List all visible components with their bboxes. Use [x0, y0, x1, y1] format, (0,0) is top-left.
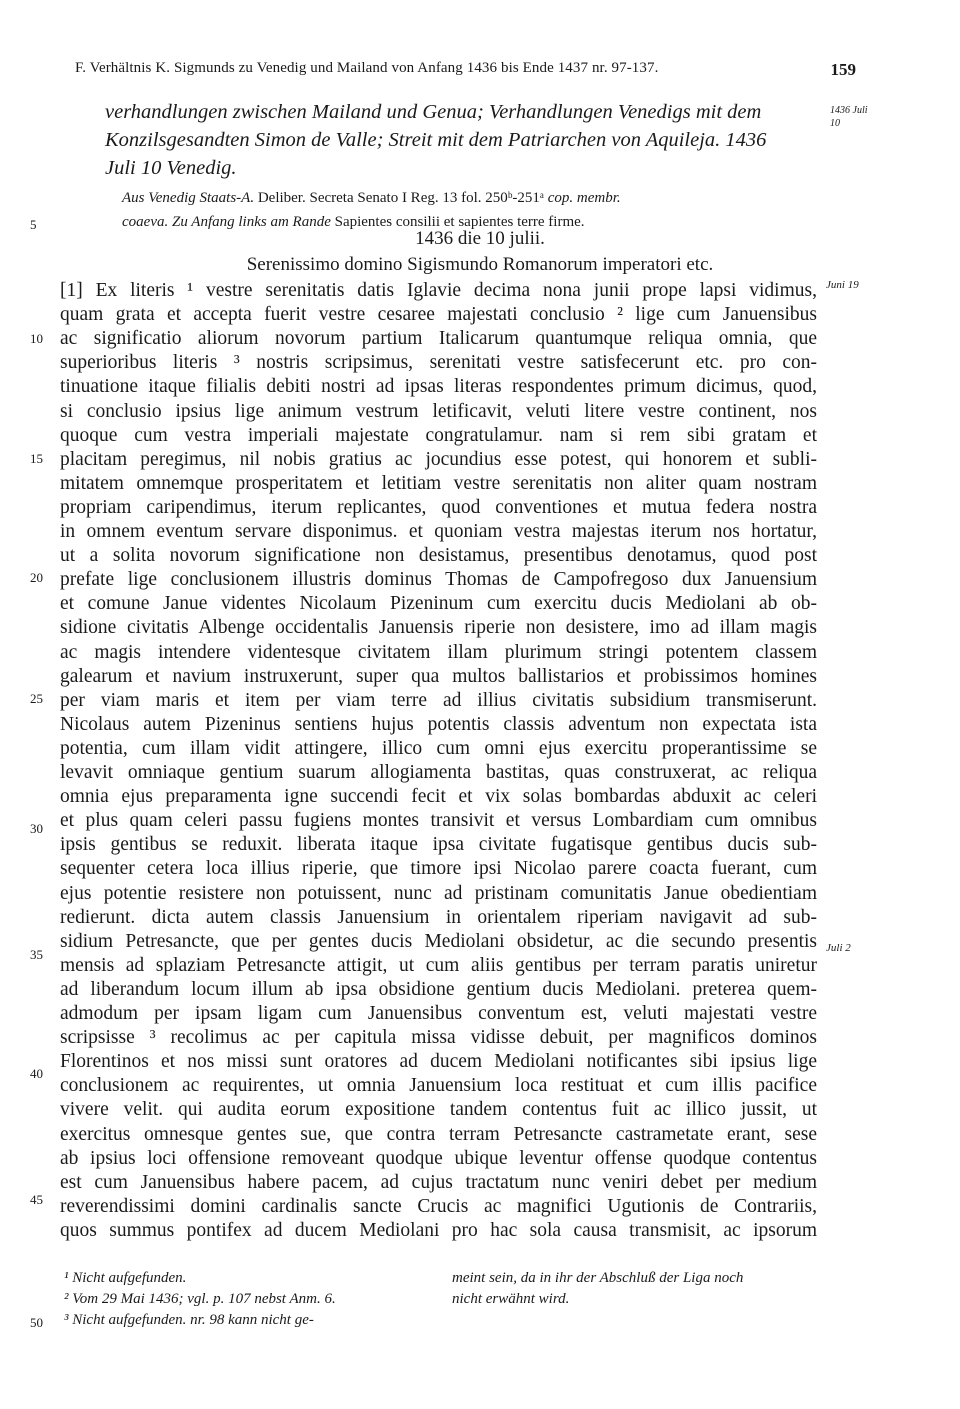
body-line: mensis ad splaziam Petresancte attigit, ut cum aliis gentibus per terram paratis uniretur: [60, 954, 817, 976]
body-line: sidium Petresancte, que per gentes ducis Mediolani obsidetur, ac die secundo presentis: [60, 930, 817, 952]
body-line: quoque cum vestra imperiali majestate congratulamur. nam si rem sibi gratam et: [60, 424, 817, 446]
body-line: exercitus omnesque gentes sue, que contra terram Petresancte castrametate erant, sese: [60, 1123, 817, 1145]
source-note: coaeva. Zu Anfang links am Rande: [122, 214, 331, 230]
margin-note-date: 1436 Juli 10: [830, 105, 868, 129]
body-line: ut a solita novorum significatione non desistamus, presentibus denotamus, quod post: [60, 545, 817, 567]
body-line: tinuatione itaque filialis debiti nostri ad ipsas literas respondentes primum dicimus, quod,: [60, 376, 817, 398]
source-ref: Deliber. Secreta Senato I Reg. 13 fol. 250ᵇ-251ᵃ: [254, 190, 548, 206]
body-line: propriam caripendimus, iterum replicantes, quod conventiones et mutua federa nostra: [60, 496, 817, 518]
line-number: 35: [30, 947, 43, 962]
body-line: scripsisse ³ recolimus ac per capitula missa vidisse debuit, per magnificos dominos: [60, 1027, 817, 1049]
body-line: prefate lige conclusionem illustris dominus Thomas de Campofregoso dux Januensium: [60, 569, 817, 591]
source-sapientes: Sapientes consilii et sapientes terre firme.: [330, 214, 585, 230]
date-line: 1436 die 10 julii.: [415, 228, 545, 249]
body-line: ab ipsius loci offensione removeant quodque ubique leventur offense quodque contentus: [60, 1147, 817, 1169]
body-line: reverendissimi domini cardinalis sancte Crucis ac magnifici Ugutionis de Contrariis,: [60, 1195, 817, 1217]
salutation: Serenissimo domino Sigismundo Romanorum imperatori etc.: [246, 254, 714, 275]
footnote-1: ¹ Nicht aufgefunden.: [64, 1270, 187, 1286]
body-line: levavit omniaque gentium suarum allogiamenta bastitas, quas construxerat, ac reliqua: [60, 762, 817, 783]
body-line: si conclusio ipsius lige animum vestrum letificavit, veluti litere vestre continent, nos: [60, 400, 817, 422]
body-line: galearum et navium instruxerunt, super qua multos ballistarios et probissimos homines: [60, 665, 817, 687]
line-number: 40: [30, 1066, 43, 1081]
body-line: [1] Ex literis ¹ vestre serenitatis datis Iglavie decima nona junii prope lapsi vidimus,: [60, 280, 817, 301]
body-line: Nicolaus autem Pizeninus sentiens hujus potentis classis adventum non expectata ista: [60, 713, 817, 735]
body-line: ac significatio aliorum novorum partium Italicarum quantumque reliqua omnia, que: [60, 328, 817, 350]
body-line: placitam peregimus, nil nobis gratius ac jocundius esse potest, qui honorem et subli-: [60, 448, 817, 470]
body-line: potentia, cum illam vidit attingere, illico cum omni ejus exercitu properantissime se: [60, 737, 817, 759]
source-copy: cop. membr.: [547, 190, 621, 206]
body-line: admodum per ipsam ligam cum Januensibus conventum est, veluti majestati vestre: [60, 1003, 817, 1024]
body-line: quos summus pontifex ad ducem Mediolani pro hac sola causa transmisit, ac ipsorum: [60, 1219, 817, 1241]
title-line-3: Juli 10 Venedig.: [105, 157, 237, 179]
line-number: 15: [30, 451, 43, 466]
body-line: mitatem omnemque prosperitatem et letitiam vestre serenitatis non aliter quam nostram: [60, 472, 817, 494]
running-title: F. Verhältnis K. Sigmunds zu Venedig und Mailand von Anfang 1436 bis Ende 1437 nr. 97-137.: [75, 60, 659, 76]
footnote-3-cont-2: nicht erwähnt wird.: [452, 1291, 570, 1307]
body-line: sidione civitatis Albenge occidentalis Januensis riperie non desistere, imo ad illam magis: [60, 617, 817, 639]
line-number: 20: [30, 570, 43, 585]
body-line: in omnem eventum servare disponimus. et quoniam vestra majestas iterum nos hortatur,: [60, 521, 817, 542]
line-number: 50: [30, 1315, 43, 1330]
body-line: ad liberandum locum illum ab ipsa obsidione gentium ducis Mediolani. preterea quem-: [60, 978, 817, 1000]
margin-note-juni: Juni 19: [826, 279, 859, 291]
title-line-2: Konzilsgesandten Simon de Valle; Streit mit dem Patriarchen von Aquileja. 1436: [105, 129, 767, 151]
title-line-1: verhandlungen zwischen Mailand und Genua; Verhandlungen Venedigs mit dem: [105, 101, 762, 123]
body-line: quam grata et accepta fuerit vestre cesaree majestati conclusio ² lige cum Januensibus: [60, 304, 817, 326]
body-line: ejus potentie resistere non potuissent, nunc ad pristinam comunitatis Janue obedientiam: [60, 882, 817, 904]
body-line: et plus quam celeri passu fugiens montes transivit et versus Lombardiam cum omnibus: [60, 810, 817, 832]
line-number: 10: [30, 331, 43, 346]
footnote-3: ³ Nicht aufgefunden. nr. 98 kann nicht ge-: [64, 1312, 314, 1328]
line-number: 45: [30, 1192, 43, 1207]
body-line: sequenter cetera loca illius riperie, que timore ipsi Nicolao parere coacta fuerant, cum: [60, 858, 817, 880]
line-number: 25: [30, 691, 43, 706]
page-number: 159: [830, 60, 856, 79]
margin-note-juli: Juli 2: [826, 942, 851, 954]
body-line: vivere velit. qui audita eorum expositione tandem contentus fuit ac illico jussit, ut: [60, 1099, 817, 1121]
body-line: per viam maris et item per viam terre ad illius civitatis subsidium transmiserunt.: [60, 689, 817, 711]
line-number: 30: [30, 821, 43, 836]
footnote-2: ² Vom 29 Mai 1436; vgl. p. 107 nebst Anm. 6.: [64, 1291, 336, 1307]
footnote-3-cont: meint sein, da in ihr der Abschluß der Liga noch: [452, 1270, 744, 1286]
body-line: redierunt. dicta autem classis Januensium in orientalem riperiam navigavit ad sub-: [60, 906, 817, 928]
line-number: 5: [30, 217, 37, 232]
body-line: superioribus literis ³ nostris scripsimus, serenitati vestre satisfecerunt etc. pro con-: [60, 352, 817, 374]
body-line: est cum Januensibus habere pacem, ad cujus tractatum nunc veniri debet per medium: [60, 1171, 817, 1193]
body-line: conclusionem ac requirentes, ut omnia Januensium loca restituat et cum illis pacifice: [60, 1075, 817, 1097]
body-line: omnia ejus preparamenta igne succendi fecit et vix solas bombardas abduxit ac celeri: [60, 786, 817, 808]
source-line-1: [122, 186, 621, 210]
body-line: ipsis gentibus se reduxit. liberata itaque ipsa civitate fugatisque gentibus ducis sub-: [60, 834, 817, 856]
body-line: Florentinos et nos missi sunt oratores ad ducem Mediolani notificantes sibi ipsius lige: [60, 1051, 817, 1073]
body-line: et comune Janue videntes Nicolaum Pizeninum cum exercitu ducis Mediolani ab ob-: [60, 593, 817, 615]
source-archive: Aus Venedig Staats-A.: [122, 190, 255, 206]
body-line: ac magis intendere videntesque civitatem illam plurimum stringi potentem classem: [60, 641, 817, 663]
